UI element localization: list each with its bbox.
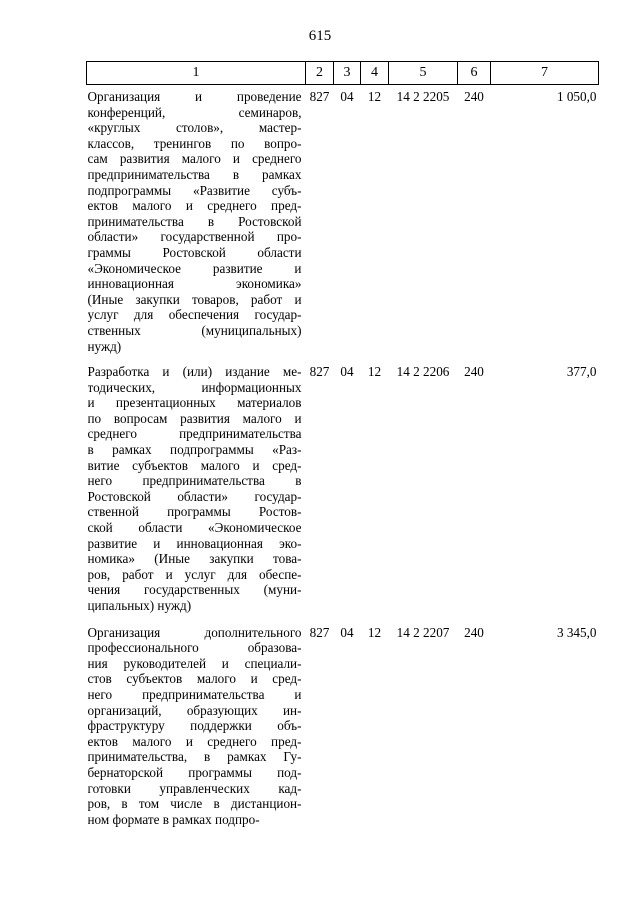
description-line: (Иные закупки товаров, работ и bbox=[87, 291, 302, 307]
description-line: среднего предпринимательства bbox=[87, 426, 302, 442]
description-line: граммы Ростовской области bbox=[87, 244, 302, 260]
description-line: ектов малого и среднего пред- bbox=[87, 198, 302, 214]
cell-target-article: 14 2 2206 bbox=[396, 364, 450, 380]
description-line: подпрограммы «Развитие субъ- bbox=[87, 182, 302, 198]
cell-amount: 3 345,0 bbox=[556, 624, 597, 640]
description-line: предпринимательства в рамках bbox=[87, 166, 302, 182]
cell-subsection: 12 bbox=[367, 364, 382, 380]
row-description bbox=[87, 614, 306, 828]
description-line: по вопросам развития малого и bbox=[87, 410, 302, 426]
description-line: и презентационных материалов bbox=[87, 395, 302, 411]
cell-amount: 377,0 bbox=[566, 364, 597, 380]
description-line: «круглых столов», мастер- bbox=[87, 120, 302, 136]
description-line: Ростовской области» государ- bbox=[87, 488, 302, 504]
description-line: классов, тренингов по вопро- bbox=[87, 135, 302, 151]
description-line: в рамках подпрограммы «Раз- bbox=[87, 442, 302, 458]
description-line: инновационная экономика» bbox=[87, 276, 302, 292]
cell-expense-type: 240 bbox=[464, 624, 484, 640]
description-line: организаций, образующих ин- bbox=[87, 702, 302, 718]
description-line: «Экономическое развитие и bbox=[87, 260, 302, 276]
description-line: ров, работ и услуг для обеспе- bbox=[87, 566, 302, 582]
column-header: 7 bbox=[491, 62, 599, 85]
description-line: ской области «Экономическое bbox=[87, 520, 302, 536]
description-line: принимательства, в рамках Гу- bbox=[87, 749, 302, 765]
cell-section: 04 bbox=[340, 364, 354, 380]
description-line: ципальных) нужд) bbox=[87, 598, 192, 613]
budget-table bbox=[86, 61, 599, 827]
description-line: него предпринимательства в bbox=[87, 473, 302, 489]
description-line: Организация и проведение bbox=[87, 89, 302, 104]
cell-expense-type: 240 bbox=[464, 89, 484, 104]
cell-ministry-code: 827 bbox=[309, 624, 330, 640]
description-line: номика» (Иные закупки това- bbox=[87, 551, 302, 567]
description-line: конференций, семинаров, bbox=[87, 104, 302, 120]
cell-subsection: 12 bbox=[367, 624, 382, 640]
cell-section: 04 bbox=[340, 89, 354, 104]
description-line: витие субъектов малого и сред- bbox=[87, 457, 302, 473]
cell-target-article: 14 2 2207 bbox=[396, 624, 450, 640]
table-row bbox=[87, 354, 599, 614]
column-header: 6 bbox=[458, 62, 491, 85]
description-line: ственной программы Ростов- bbox=[87, 504, 302, 520]
description-line: Разработка и (или) издание ме- bbox=[87, 364, 302, 380]
table-header-row bbox=[87, 62, 599, 85]
description-line: Организация дополнительного bbox=[87, 624, 302, 640]
table-row bbox=[87, 614, 599, 828]
description-line: развитие и инновационная эко- bbox=[87, 535, 302, 551]
description-line: ния руководителей и специали- bbox=[87, 655, 302, 671]
description-line: профессионального образова- bbox=[87, 640, 302, 656]
description-line: услуг для обеспечения государ- bbox=[87, 307, 302, 323]
description-line: бернаторской программы под- bbox=[87, 764, 302, 780]
cell-amount: 1 050,0 bbox=[556, 89, 597, 104]
column-header: 5 bbox=[389, 62, 458, 85]
cell-target-article: 14 2 2205 bbox=[396, 89, 450, 104]
description-line: чения государственных (муни- bbox=[87, 582, 302, 598]
cell-expense-type: 240 bbox=[464, 364, 484, 380]
description-line: нужд) bbox=[87, 338, 122, 354]
cell-ministry-code: 827 bbox=[309, 364, 330, 380]
cell-section: 04 bbox=[340, 624, 354, 640]
description-line: ектов малого и среднего пред- bbox=[87, 733, 302, 749]
column-header: 4 bbox=[361, 62, 389, 85]
page-number: 615 bbox=[308, 28, 332, 44]
description-line: фраструктуру поддержки объ- bbox=[87, 718, 302, 734]
description-line: него предпринимательства и bbox=[87, 686, 302, 702]
description-line: стов субъектов малого и сред- bbox=[87, 671, 302, 687]
column-header: 3 bbox=[334, 62, 361, 85]
description-line: ном формате в рамках подпро- bbox=[87, 811, 260, 827]
table-row bbox=[87, 85, 599, 355]
column-header: 2 bbox=[306, 62, 334, 85]
description-line: тодических, информационных bbox=[87, 379, 302, 395]
column-header: 1 bbox=[87, 62, 306, 85]
row-description bbox=[87, 85, 306, 355]
description-line: ров, в том числе в дистанцион- bbox=[87, 796, 302, 812]
description-line: сам развития малого и среднего bbox=[87, 151, 302, 167]
description-line: области» государственной про- bbox=[87, 229, 302, 245]
cell-ministry-code: 827 bbox=[309, 89, 330, 104]
description-line: готовки управленческих кад- bbox=[87, 780, 302, 796]
row-description bbox=[87, 354, 306, 614]
cell-subsection: 12 bbox=[367, 89, 382, 104]
description-line: ственных (муниципальных) bbox=[87, 322, 302, 338]
description-line: принимательства в Ростовской bbox=[87, 213, 302, 229]
